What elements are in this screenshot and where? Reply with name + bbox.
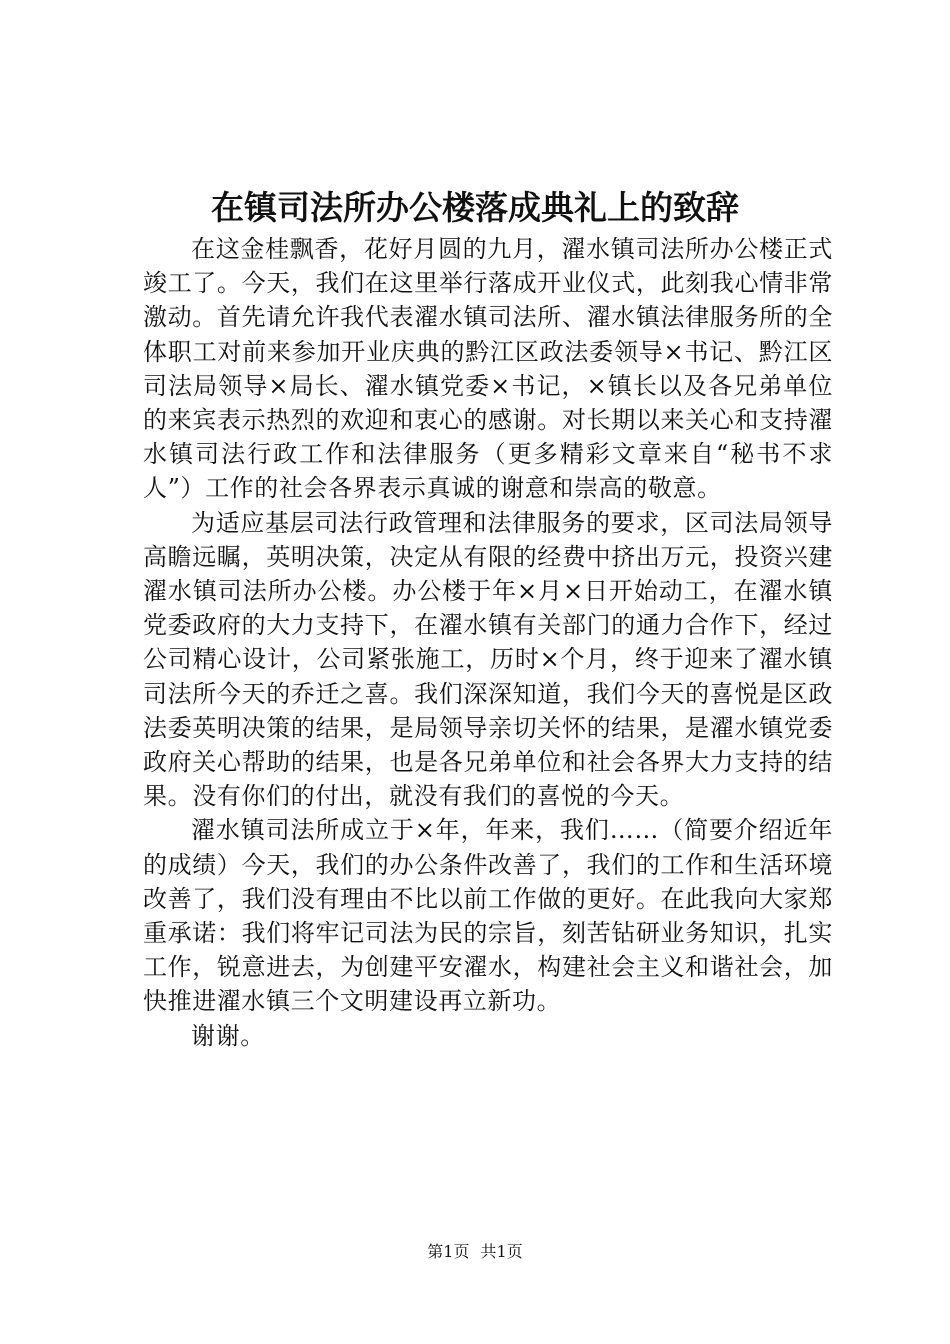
paragraph-3: 濯水镇司法所成立于×年，年来，我们……（简要介绍近年的成绩）今天，我们的办公条件改善了，我们的工作和生活环境改善了，我们没有理由不比以前工作做的更好。在此我向大家郑重承诺：我们将牢记司法为民的宗旨，刻苦钻研业务知识，扎实工作，锐意进去，为创建平安濯水，构建社会主义和谐社会，加快推进濯水镇三个文明建设再立新功。 [143, 816, 833, 1016]
paragraph-2: 为适应基层司法行政管理和法律服务的要求，区司法局领导高瞻远瞩，英明决策，决定从有限的经费中挤出万元，投资兴建濯水镇司法所办公楼。办公楼于年×月×日开始动工，在濯水镇党委政府的大力支持下，在濯水镇有关部门的通力合作下，经过公司精心设计，公司紧张施工，历时×个月，终于迎来了濯水镇司法所今天的乔迁之喜。我们深深知道，我们今天的喜悦是区政法委英明决策的结果，是局领导亲切关怀的结果，是濯水镇党委政府关心帮助的结果，也是各兄弟单位和社会各界大力支持的结果。没有你们的付出，就没有我们的喜悦的今天。 [143, 508, 833, 811]
document-title: 在镇司法所办公楼落成典礼上的致辞 [211, 188, 739, 227]
paragraph-1: 在这金桂飘香，花好月圆的九月，濯水镇司法所办公楼正式竣工了。今天，我们在这里举行落成开业仪式，此刻我心情非常激动。首先请允许我代表濯水镇司法所、濯水镇法律服务所的全体职工对前来参加开业庆典的黔江区政法委领导×书记、黔江区司法局领导×局长、濯水镇党委×书记，×镇长以及各兄弟单位的来宾表示热烈的欢迎和衷心的感谢。对长期以来关心和支持濯水镇司法行政工作和法律服务（更多精彩文章来自“秘书不求人”）工作的社会各界表示真诚的谢意和崇高的敬意。 [143, 235, 833, 503]
document-body [143, 232, 833, 1053]
paragraph-4: 谢谢。 [191, 1021, 265, 1050]
page-footer [0, 1241, 950, 1263]
page-number-total: 共1页 [480, 1242, 523, 1261]
page-number-current: 第1页 [427, 1242, 470, 1261]
